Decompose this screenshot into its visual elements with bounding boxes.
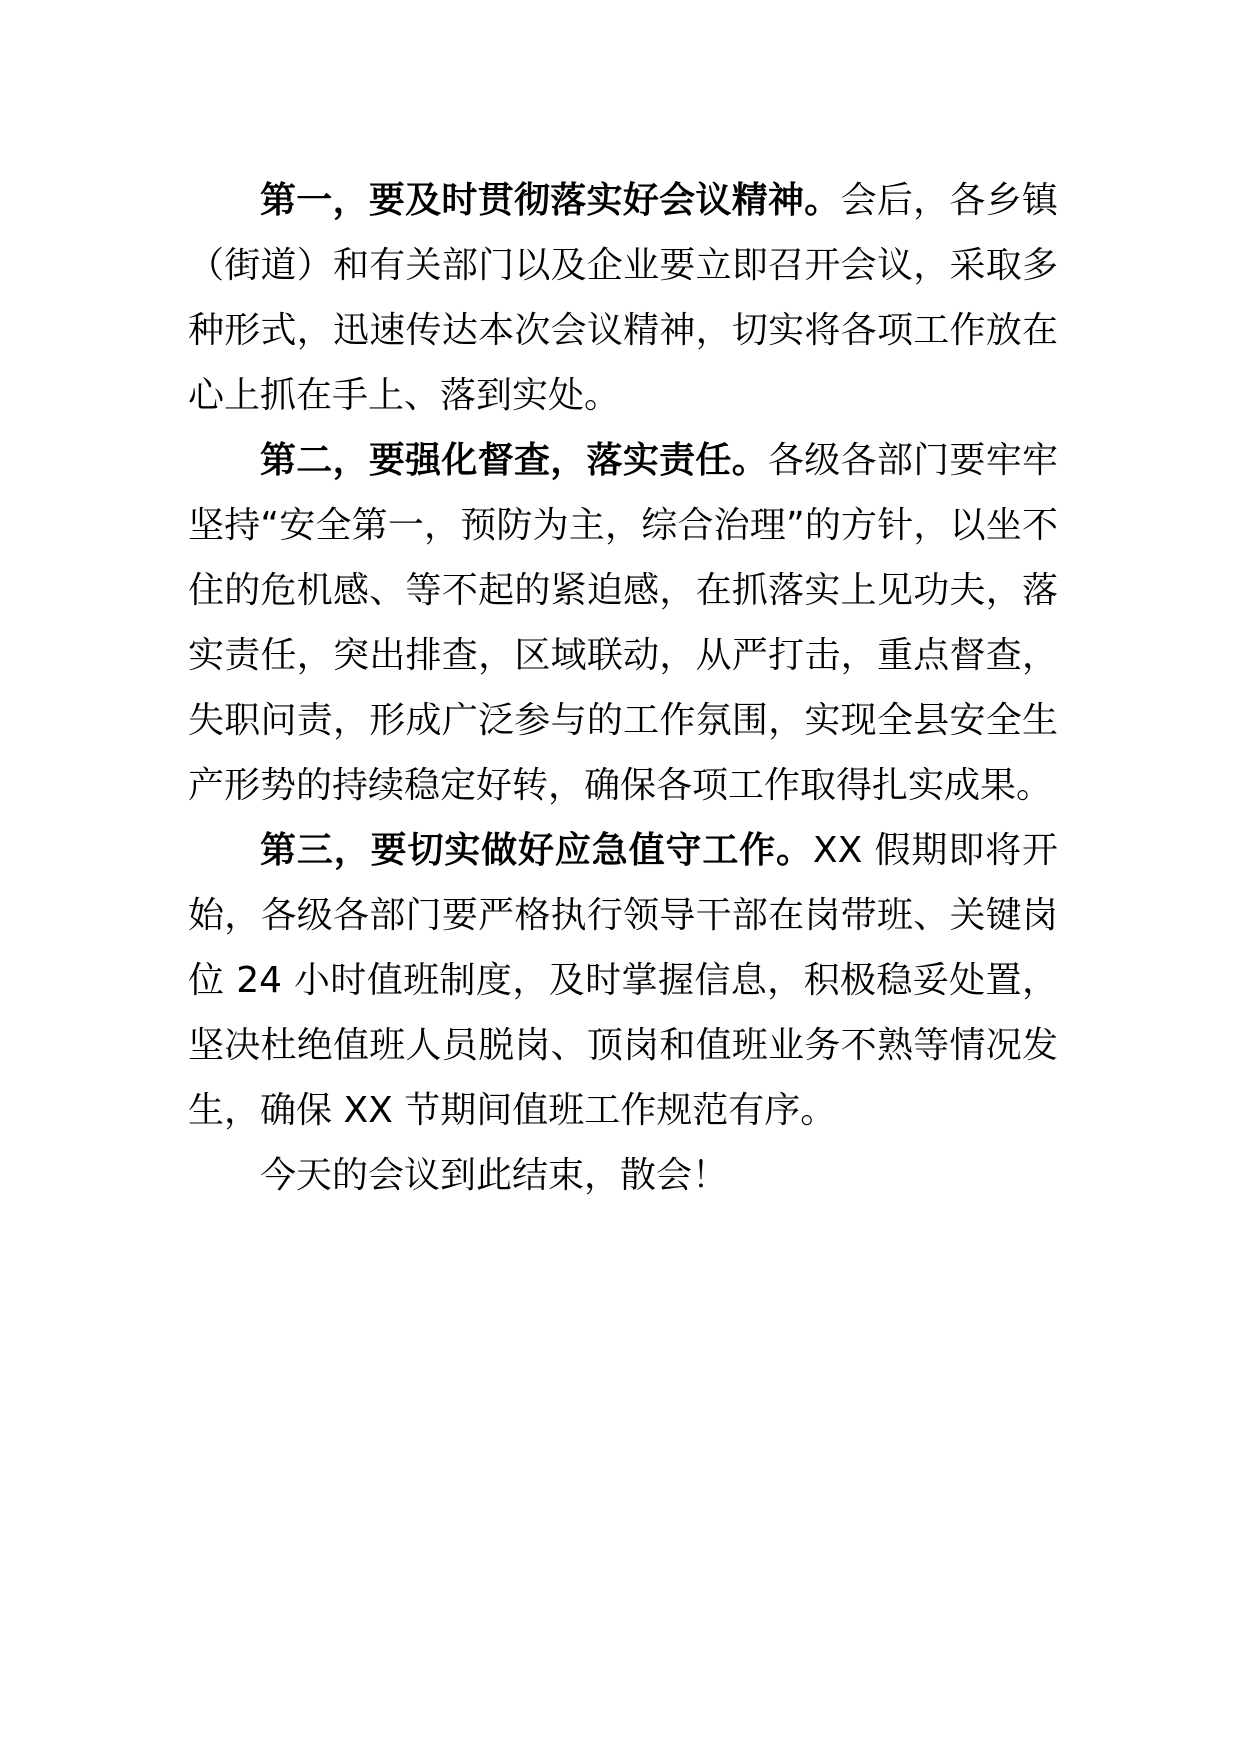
paragraph-2 [188,428,1058,818]
paragraph-3-text: XX 假期即将开始，各级各部门要严格执行领导干部在岗带班、关键岗位 24 小时值班制度，及时掌握信息，积极稳妥处置，坚决杜绝值班人员脱岗、顶岗和值班业务不熟等情况发生，确保 XX 节期间值班工作规范有序。 [188,830,1058,1131]
document-body [188,168,1058,1208]
paragraph-1-text: 会后，各乡镇（街道）和有关部门以及企业要立即召开会议，采取多种形式，迅速传达本次会议精神，切实将各项工作放在心上抓在手上、落到实处。 [188,180,1058,416]
paragraph-2-lead: 第二，要强化督查，落实责任。 [260,440,768,481]
closing-paragraph [188,1143,1058,1208]
paragraph-1 [188,168,1058,428]
paragraph-2-text: 各级各部门要牢牢坚持“安全第一，预防为主，综合治理”的方针，以坐不住的危机感、等不起的紧迫感，在抓落实上见功夫，落实责任，突出排查，区域联动，从严打击，重点督查，失职问责，形成广泛参与的工作氛围，实现全县安全生产形势的持续稳定好转，确保各项工作取得扎实成果。 [188,440,1058,806]
closing-text: 今天的会议到此结束，散会！ [260,1155,729,1196]
paragraph-1-lead: 第一，要及时贯彻落实好会议精神。 [260,180,841,221]
paragraph-3 [188,818,1058,1143]
paragraph-3-lead: 第三，要切实做好应急值守工作。 [260,830,813,871]
